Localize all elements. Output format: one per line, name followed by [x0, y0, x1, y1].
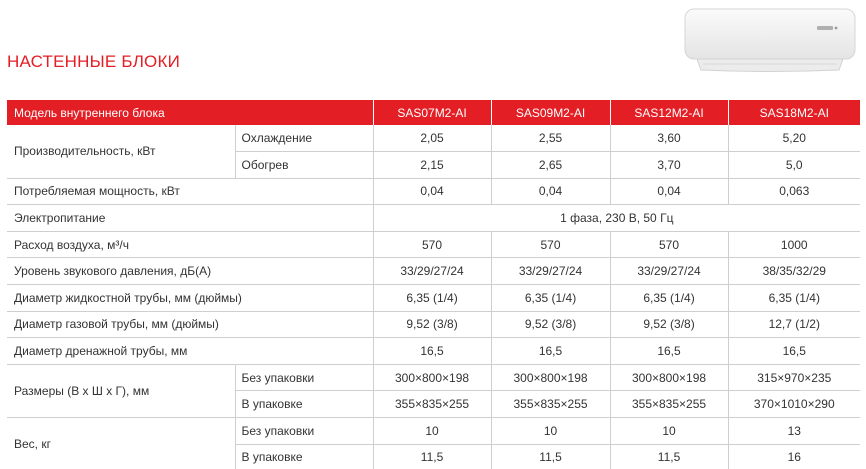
table-cell: 11,5	[373, 444, 491, 469]
row-label: Производительность, кВт	[7, 125, 235, 178]
table-cell: 570	[610, 231, 728, 258]
table-cell: 2,15	[373, 152, 491, 179]
sub-row-label: Охлаждение	[235, 125, 373, 152]
table-cell: 11,5	[610, 444, 728, 469]
table-row	[7, 285, 860, 312]
table-cell: 9,52 (3/8)	[491, 311, 610, 338]
table-cell: 12,7 (1/2)	[728, 311, 860, 338]
sub-row-label: Без упаковки	[235, 364, 373, 391]
table-cell: 1 фаза, 230 В, 50 Гц	[373, 205, 860, 232]
table-cell: 300×800×198	[373, 364, 491, 391]
table-cell: 6,35 (1/4)	[491, 285, 610, 312]
row-label: Расход воздуха, м³/ч	[7, 231, 373, 258]
table-cell: 6,35 (1/4)	[728, 285, 860, 312]
header-model: SAS18M2-AI	[728, 100, 860, 125]
table-cell: 570	[491, 231, 610, 258]
table-cell: 33/29/27/24	[610, 258, 728, 285]
table-row	[7, 311, 860, 338]
table-cell: 570	[373, 231, 491, 258]
row-label: Размеры (В х Ш х Г), мм	[7, 364, 235, 417]
row-label: Уровень звукового давления, дБ(А)	[7, 258, 373, 285]
row-label: Электропитание	[7, 205, 373, 232]
table-cell: 1000	[728, 231, 860, 258]
table-row	[7, 205, 860, 232]
table-cell: 6,35 (1/4)	[373, 285, 491, 312]
table-cell: 370×1010×290	[728, 391, 860, 418]
header-model: SAS12M2-AI	[610, 100, 728, 125]
header-model: SAS07M2-AI	[373, 100, 491, 125]
header-model-label: Модель внутреннего блока	[7, 100, 373, 125]
row-label: Вес, кг	[7, 418, 235, 469]
table-cell: 13	[728, 418, 860, 445]
table-cell: 16,5	[610, 338, 728, 365]
specs-table	[7, 100, 860, 469]
table-cell: 3,70	[610, 152, 728, 179]
table-cell: 5,20	[728, 125, 860, 152]
table-cell: 3,60	[610, 125, 728, 152]
table-cell: 16	[728, 444, 860, 469]
table-cell: 355×835×255	[610, 391, 728, 418]
table-row	[7, 364, 860, 391]
table-cell: 6,35 (1/4)	[610, 285, 728, 312]
table-cell: 355×835×255	[491, 391, 610, 418]
table-header-row	[7, 100, 860, 125]
row-label: Диаметр дренажной трубы, мм	[7, 338, 373, 365]
table-cell: 0,063	[728, 178, 860, 205]
sub-row-label: Без упаковки	[235, 418, 373, 445]
table-cell: 315×970×235	[728, 364, 860, 391]
table-cell: 11,5	[491, 444, 610, 469]
table-cell: 2,05	[373, 125, 491, 152]
table-cell: 10	[610, 418, 728, 445]
table-cell: 5,0	[728, 152, 860, 179]
sub-row-label: В упаковке	[235, 391, 373, 418]
row-label: Диаметр жидкостной трубы, мм (дюймы)	[7, 285, 373, 312]
table-cell: 33/29/27/24	[491, 258, 610, 285]
table-cell: 0,04	[491, 178, 610, 205]
air-conditioner-image	[683, 6, 857, 74]
table-cell: 0,04	[373, 178, 491, 205]
table-row	[7, 338, 860, 365]
table-cell: 33/29/27/24	[373, 258, 491, 285]
table-cell: 9,52 (3/8)	[610, 311, 728, 338]
table-cell: 0,04	[610, 178, 728, 205]
sub-row-label: Обогрев	[235, 152, 373, 179]
table-row	[7, 231, 860, 258]
row-label: Потребляемая мощность, кВт	[7, 178, 373, 205]
sub-row-label: В упаковке	[235, 444, 373, 469]
table-cell: 9,52 (3/8)	[373, 311, 491, 338]
table-row	[7, 258, 860, 285]
table-cell: 38/35/32/29	[728, 258, 860, 285]
table-row	[7, 178, 860, 205]
table-cell: 10	[491, 418, 610, 445]
table-cell: 16,5	[491, 338, 610, 365]
table-cell: 300×800×198	[491, 364, 610, 391]
table-cell: 10	[373, 418, 491, 445]
table-row	[7, 125, 860, 152]
table-cell: 16,5	[728, 338, 860, 365]
page-title: НАСТЕННЫЕ БЛОКИ	[7, 52, 180, 71]
table-cell: 16,5	[373, 338, 491, 365]
header-model: SAS09M2-AI	[491, 100, 610, 125]
row-label: Диаметр газовой трубы, мм (дюймы)	[7, 311, 373, 338]
table-cell: 355×835×255	[373, 391, 491, 418]
table-cell: 2,65	[491, 152, 610, 179]
table-cell: 300×800×198	[610, 364, 728, 391]
table-row	[7, 418, 860, 445]
table-cell: 2,55	[491, 125, 610, 152]
